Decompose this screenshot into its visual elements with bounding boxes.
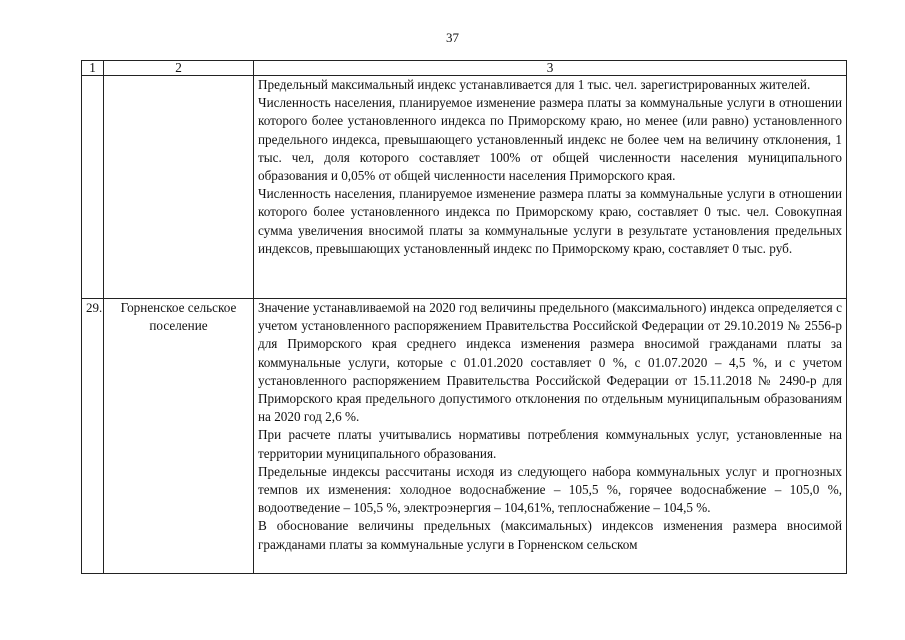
row-number-cell [82,76,104,299]
table-row [82,299,847,574]
description-paragraph: При расчете платы учитывались нормативы потребления коммунальных услуг, установленные на территории муниципального образования. [258,427,842,461]
table-row [82,76,847,299]
description-cell [254,299,847,574]
municipality-name-cell: Горненское сельское поселение [104,299,254,574]
column-header-2: 2 [104,61,254,76]
description-paragraph: Предельный максимальный индекс устанавливается для 1 тыс. чел. зарегистрированных жителей. [258,77,811,92]
description-paragraph: В обоснование величины предельных (максимальных) индексов изменения размера вносимой гражданами платы за коммунальные услуги в Горненском сельском [258,518,842,552]
description-cell [254,76,847,299]
municipality-name-cell [104,76,254,299]
column-header-3: 3 [254,61,847,76]
document-table [81,60,847,574]
table-header-row [82,61,847,76]
description-paragraph: Численность населения, планируемое изменение размера платы за коммунальные услуги в отношении которого более установленного индекса по Приморскому краю, но менее (или равно) установленного предельного индекса, превышающего установленный индекс не более чем на величину отклонения, 1 тыс. чел, доля которого составляет 100% от общей численности населения муниципального образования и 0,05% от общей численности населения Приморского края. [258,95,842,184]
column-header-1: 1 [82,61,104,76]
description-paragraph: Предельные индексы рассчитаны исходя из следующего набора коммунальных услуг и прогнозных темпов их изменения: холодное водоснабжение – 105,5 %, горячее водоснабжение – 105,0 %, водоотведение – 105,5 %, электроэнергия – 104,61%, теплоснабжение – 104,5 %. [258,463,842,516]
row-number-cell: 29. [82,299,104,574]
page-number: 37 [446,30,459,45]
description-paragraph: Значение устанавливаемой на 2020 год величины предельного (максимального) индекса определяется с учетом установленного распоряжением Правительства Российской Федерации от 29.10.2019 № 2556-р для Приморского края среднего индекса изменения размера вносимой гражданами платы за коммунальные услуги, которые с 01.01.2020 составляет 0 %, с 01.07.2020 – 4,5 %, и с учетом установленного распоряжением Правительства Российской Федерации от 15.11.2018 № 2490-р для Приморского края предельного допустимого отклонения по отдельным муниципальным образованиям на 2020 год 2,6 %. [258,300,842,425]
description-paragraph: Численность населения, планируемое изменение размера платы за коммунальные услуги в отношении которого более установленного индекса по Приморскому краю, составляет 0 тыс. чел. Совокупная сумма увеличения вносимой платы за коммунальные услуги в результате установления предельных индексов, превышающих установленный индекс по Приморскому краю, составляет 0 тыс. руб. [258,186,842,256]
